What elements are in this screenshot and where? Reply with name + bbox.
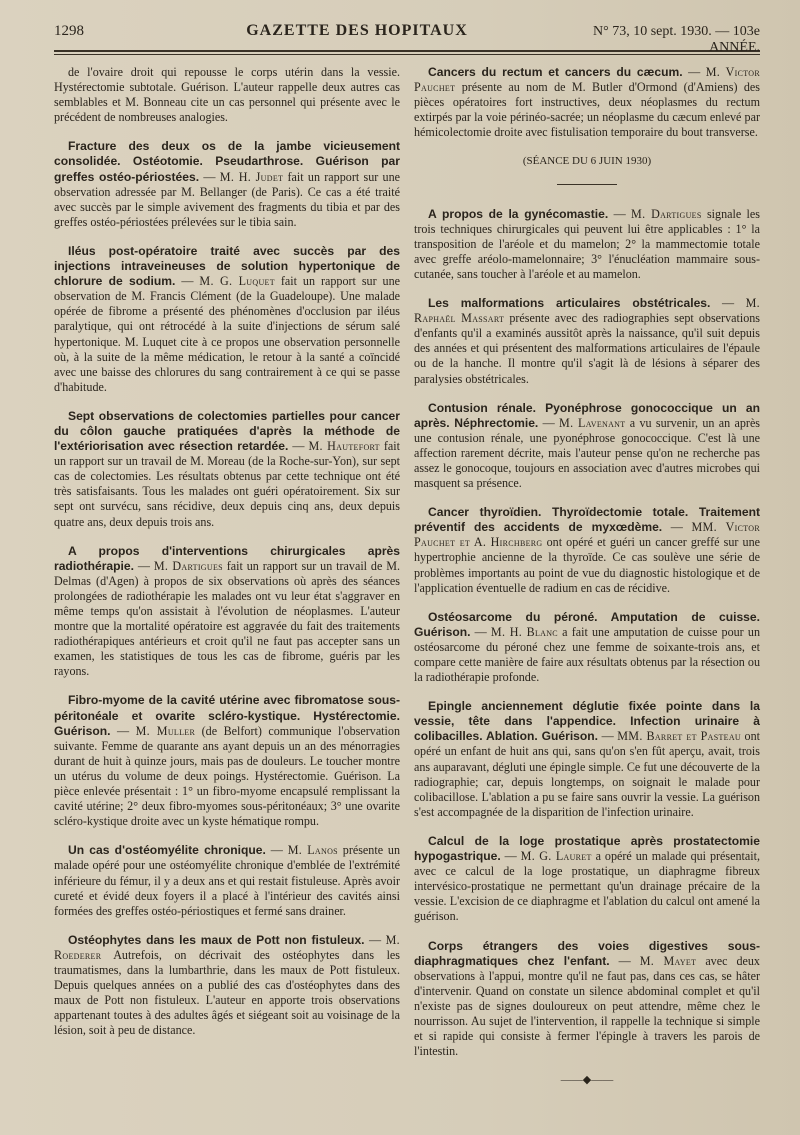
article-paragraph: Corps étrangers des voies digestives sous-diaphragmatiques chez l'enfant. — M. Mayet avec deux observations à l'appui, montre qu'il ne faut pas, dans ces cas, se hâter d'intervenir. Quand on constate un silence abdominal complet et qu'il n'existe pas de signes douloureux on peut attendre, même chez le nourrisson. Au sujet de l'intervention, il rappelle la technique si simple et si rapide qui consiste à fermer l'épingle à travers les parois de l'intestin. xyxy=(414,938,760,1059)
article-text: de l'ovaire droit qui repousse le corps utérin dans la vessie. Hystérectomie subtotale. Guérison. L'auteur rappelle deux autres cas semblables et M. Bonneau cite un cas personnel qui présente avec le précédent de nombreuses analogies. xyxy=(54,65,400,125)
session-label: (SÉANCE DU 6 JUIN 1930) xyxy=(522,155,652,168)
article-paragraph: A propos de la gynécomastie. — M. Dartigues signale les trois techniques chirurgicales qui peuvent lui être applicables : 1° la transposition de l'aréole et du mamelon; 2° la mammectomie totale avec greffe aréolo-mamelonnaire; 3° l'énucléation mammaire sous-cutanée, sans toucher à l'aréole et au mamelon. xyxy=(414,206,760,281)
article-text: a vu survenir, un an après une contusion rénale, une pyonéphrose gonococcique. C'est là une affection rarement décrite, mais l'auteur pense qu'on ne recherche pas assez le gonocoque, toujours en association avec d'autres microbes qui masquent sa présence. xyxy=(414,415,761,491)
article-heading: Fibro-myome de la cavité utérine avec fibromatose sous-péritonéale et ovarite scléro-kystique. Hystérectomie. Guérison. xyxy=(54,693,400,738)
article-heading: Contusion rénale. Pyonéphrose gonococcique un an après. Néphrectomie. xyxy=(414,400,760,430)
session-rule xyxy=(557,184,617,185)
article-author: M. Hautefort xyxy=(308,439,380,454)
article-text: signale les trois techniques chirurgicales qui peuvent lui être applicables : 1° la transposition de l'aréole et du mamelon; 2° la mammectomie totale avec greffe aréolo-mamelonnaire; 3° l'énucléation mammaire sous-cutanée, sans toucher à l'aréole et au mamelon. xyxy=(414,206,760,281)
article-paragraph: Les malformations articulaires obstétricales. — M. Raphaël Massart présente avec des radiographies sept observations d'enfants qu'il a examinés aussitôt après la naissance, qu'il suit depuis des années et qui présentent des malformations articulaires de l'épaule ou de la hanche. Il montre qu'il s'agit là de lésions à séparer des paralysies obstétricales. xyxy=(414,296,761,386)
article-heading: Iléus post-opératoire traité avec succès par des injections intraveineuses de solution hypertonique de chlorure de sodium. xyxy=(54,243,400,289)
article-heading: A propos d'interventions chirurgicales après radiothérapie. xyxy=(54,543,400,573)
article-author: M. Lanos xyxy=(287,843,338,858)
article-heading: Ostéophytes dans les maux de Pott non fistuleux. xyxy=(68,932,365,947)
article-author: MM. Victor Pauchet et A. Hirchberg xyxy=(414,520,760,550)
article-heading: Ostéosarcome du péroné. Amputation de cuisse. Guérison. xyxy=(414,609,760,639)
article-text: avec deux observations à l'appui, montre qu'il ne faut pas, dans ces cas, se hâter d'intervenir. Quand on constate un silence abdominal complet et qu'il n'existe pas de signes douloureux on peut attendre, même chez le nourrisson. Au sujet de l'intervention, il rappelle la technique si simple et si rapide qui consiste à fermer l'épingle à travers les parois de l'intestin. xyxy=(414,953,760,1059)
right-column-bottom xyxy=(414,207,760,1060)
article-paragraph: Fibro-myome de la cavité utérine avec fibromatose sous-péritonéale et ovarite scléro-kystique. Hystérectomie. Guérison. — M. Muller (de Belfort) communique l'observation suivante. Femme de quarante ans ayant depuis un an des ménorragies durant de huit à quinze jours, mais pas de douleurs. Le toucher montre un utérus du volume de deux poings. Hystérectomie. Guérison. La pièce enlevée présentait : 1° un fibro-myome encapsulé remplissant la cavité utérine; 2° deux fibro-myomes sous-péritonéaux; 3° une ovarite scléro-kystique droite avec un kyste hématique rompu. xyxy=(54,693,401,829)
article-paragraph: Sept observations de colectomies partielles pour cancer du côlon gauche pratiquées d'après la méthode de l'extériorisation avec résection retardée. — M. Hautefort fait un rapport sur un travail de M. Moreau (de la Roche-sur-Yon), sur sept cas de colectomies. Les résultats obtenus par cette technique ont été très satisfaisants. Tous les malades ont guéri opératoirement. Six sur sept ont survécu, sans récidive, deux depuis cinq ans, deux depuis quatre ans, deux depuis trois ans. xyxy=(54,408,400,529)
article-author: M. Muller xyxy=(135,723,196,738)
article-paragraph: Cancer thyroïdien. Thyroïdectomie totale. Traitement préventif des accidents de myxœdème. — MM. Victor Pauchet et A. Hirchberg ont opéré et guéri un cancer greffé sur une hypertrophie ancienne de la thyroïde. Ce cas soulève une série de problèmes importants au point de vue du diagnostic histologique et de l'application éventuelle de radium en cas de récidive. xyxy=(414,505,760,595)
article-paragraph: Ostéosarcome du péroné. Amputation de cuisse. Guérison. — M. H. Blanc a fait une amputation de cuisse pour un ostéosarcome du péroné chez une femme de soixante-trois ans, et compare cette manière de faire aux résultats obtenus par la résection ou la radiothérapie profonde. xyxy=(414,609,760,685)
article-author: M. Victor Pauchet xyxy=(414,65,761,95)
article-author: M. Roederer xyxy=(54,932,401,962)
page-header xyxy=(54,22,760,55)
article-paragraph: Iléus post-opératoire traité avec succès par des injections intraveineuses de solution hypertonique de chlorure de sodium. — M. G. Luquet fait un rapport sur une observation de M. Francis Clément (de la Guadeloupe). Une malade opérée de fibrome a présenté des phénomènes d'occlusion par iléus paralytique, qui ont rétrocédé à la suite d'injections de sérum salé hypertonique. M. Luquet cite à ce propos une observation personnelle où, à la suite de la même médication, le retour à la santé a coïncidé avec une baisse des chlorures du sang contrairement à ce qui se passe d'habitude. xyxy=(54,243,401,394)
article-text: présente un malade opéré pour une ostéomyélite chronique d'emblée de l'extrémité inférieure du fémur, il y a deux ans et qui restait fistuleuse. Après avoir cureté et évidé deux foyers il a placé à l'intérieur des cavités ainsi formées des greffes ostéo-périostiques et fermé sans drainer. xyxy=(54,843,401,918)
article-author: M. Mayet xyxy=(639,953,697,968)
article-heading: Un cas d'ostéomyélite chronique. xyxy=(68,843,266,858)
article-heading: Calcul de la loge prostatique après prostatectomie hypogastrique. xyxy=(414,833,760,864)
article-heading: Les malformations articulaires obstétricales. xyxy=(428,296,711,311)
issue-info: N° 73, 10 sept. 1930. — 103e ANNÉE. xyxy=(593,24,760,55)
article-text: a fait une amputation de cuisse pour un ostéosarcome du péroné chez une femme de soixante-trois ans, et compare cette manière de faire aux résultats obtenus par la résection ou la radiothérapie profonde. xyxy=(414,624,760,685)
article-author: M. Dartigues xyxy=(631,206,702,221)
article-text: présente au nom de M. Butler d'Ormond (d'Amiens) des pièces opératoires fort instructives, deux néoplasmes du rectum extirpés par la voie périnéo-sacrée; un néoplasme du cæcum enlevé par hémicolectomie droite avec fistulisation temporaire du bout transverse. xyxy=(414,80,761,140)
article-paragraph: Contusion rénale. Pyonéphrose gonococcique un an après. Néphrectomie. — M. Lavenant a vu survenir, un an après une contusion rénale, une pyonéphrose gonococcique. C'est là une affection rarement décrite, mais l'auteur pense qu'on ne recherche pas assez le gonocoque, toujours en association avec d'autres microbes qui masquent sa présence. xyxy=(414,400,761,491)
article-text: fait un rapport sur une observation de M. Francis Clément (de la Guadeloupe). Une malade opérée de fibrome a présenté des phénomènes d'occlusion par iléus paralytique, qui ont rétrocédé à la suite d'injections de sérum salé hypertonique. M. Luquet cite à ce propos une observation personnelle où, à la suite de la même médication, le retour à la santé a coïncidé avec une baisse des chlorures du sang contrairement à ce qui se passe d'habitude. xyxy=(54,274,401,394)
page-number: 1298 xyxy=(54,23,84,39)
article-heading: Fracture des deux os de la jambe vicieusement consolidée. Ostéotomie. Pseudarthrose. Guérison par greffes ostéo-périostées. xyxy=(54,139,400,184)
text-columns xyxy=(54,65,760,1088)
article-paragraph: Cancers du rectum et cancers du cæcum. — M. Victor Pauchet présente au nom de M. Butler d'Ormond (d'Amiens) des pièces opératoires fort instructives, deux néoplasmes du rectum extirpés par la voie périnéo-sacrée; un néoplasme du cæcum enlevé par hémicolectomie droite avec fistulisation temporaire du bout transverse. xyxy=(414,65,761,140)
article-text: a opéré un malade qui présentait, avec ce calcul de la loge prostatique, un diaphragme fibreux intervésico-prostatique ne permettant qu'un drainage précaire de la vessie. L'excision de ce diaphragme et l'ablation du calcul ont amené la guérison. xyxy=(414,849,760,924)
article-author: M. Dartigues xyxy=(153,558,223,573)
article-paragraph: A propos d'interventions chirurgicales après radiothérapie. — M. Dartigues fait un rapport sur un travail de M. Delmas (d'Agen) à propos de six observations où après des séances prolongées de radiothérapie les malades ont vu leur état s'aggraver en même temps qu'on assistait à l'évolution de néoplasmes. L'auteur montre que la mortalité opératoire est aggravée du fait des traitements radiothérapiques antérieurs et croit qu'il ne faut pas accepter sans un examen, les statistiques de tous les cas de fibrome, guéris par les rayons. xyxy=(54,543,400,679)
article-text: fait un rapport sur un travail de M. Moreau (de la Roche-sur-Yon), sur sept cas de colectomies. Les résultats obtenus par cette technique ont été très satisfaisants. Tous les malades ont guéri opératoirement. Six sur sept ont survécu, sans récidive, deux depuis cinq ans, deux depuis quatre ans, deux depuis trois ans. xyxy=(54,439,400,529)
journal-title: GAZETTE DES HOPITAUX xyxy=(246,22,468,39)
right-column-top xyxy=(414,65,760,140)
article-text: ont opéré et guéri un cancer greffé sur une hypertrophie ancienne de la thyroïde. Ce cas soulève une série de problèmes importants au point de vue du diagnostic histologique et de l'application éventuelle de radium en cas de récidive. xyxy=(414,535,760,595)
article-author: M. Raphaël Massart xyxy=(414,296,761,326)
article-text: fait un rapport sur une observation adressée par M. Bellanger (de Paris). Ce cas a été traité avec succès par le simple avivement des fragments du tibia et par des greffes ostéo-périostées prélevées sur le tibia sain. xyxy=(54,169,401,229)
article-heading: A propos de la gynécomastie. xyxy=(428,206,609,221)
article-heading: Corps étrangers des voies digestives sous-diaphragmatiques chez l'enfant. xyxy=(414,938,760,968)
article-text: Autrefois, on décrivait des ostéophytes dans les traumatismes, dans la lumbarthrie, dans les maux de Pott fistuleux. Depuis quelques années on a publié des cas d'ostéophytes dans des maux de Pott non fistuleux. L'auteur en apporte trois observations appartenant toutes à des adultes âgés et siégeant soit au voisinage de la lésion, soit à peu de distance. xyxy=(54,947,400,1038)
article-author: M. G. Luquet xyxy=(199,274,275,289)
article-paragraph: Un cas d'ostéomyélite chronique. — M. Lanos présente un malade opéré pour une ostéomyélite chronique d'emblée de l'extrémité inférieure du fémur, il y a deux ans et qui restait fistuleuse. Après avoir cureté et évidé deux foyers il a placé à l'intérieur des cavités ainsi formées des greffes ostéo-périostiques et fermé sans drainer. xyxy=(54,843,401,918)
article-paragraph: Ostéophytes dans les maux de Pott non fistuleux. — M. Roederer Autrefois, on décrivait des ostéophytes dans les traumatismes, dans la lumbarthrie, dans les maux de Pott fistuleux. Depuis quelques années on a publié des cas d'ostéophytes dans des maux de Pott non fistuleux. L'auteur en apporte trois observations appartenant toutes à des adultes âgés et siégeant soit au voisinage de la lésion, soit à peu de distance. xyxy=(54,932,401,1038)
article-author: M. H. Blanc xyxy=(490,624,558,639)
article-paragraph: Epingle anciennement déglutie fixée pointe dans la vessie, tête dans l'appendice. Infection urinaire à colibacilles. Ablation. Guérison. — MM. Barret et Pasteau ont opéré un enfant de huit ans qui, sans qu'on s'en fût aperçu, avait, trois ans auparavant, dégluti une épingle simple. Ce fut une découverte de la radiographie; car, depuis longtemps, on soignait le malade pour colibacillose. L'ablation a pu se faire sans ouvrir la vessie. La guérison s'est accompagnée de la disparition de l'infection urinaire. xyxy=(414,699,761,819)
article-paragraph: Fracture des deux os de la jambe vicieusement consolidée. Ostéotomie. Pseudarthrose. Guérison par greffes ostéo-périostées. — M. H. Judet fait un rapport sur une observation adressée par M. Bellanger (de Paris). Ce cas a été traité avec succès par le simple avivement des fragments du tibia et par des greffes ostéo-périostées prélevées sur le tibia sain. xyxy=(54,139,401,229)
article-paragraph xyxy=(54,65,400,125)
article-paragraph: Calcul de la loge prostatique après prostatectomie hypogastrique. — M. G. Lauret a opéré un malade qui présentait, avec ce calcul de la loge prostatique, un diaphragme fibreux intervésico-prostatique ne permettant qu'un drainage précaire de la vessie. L'excision de ce diaphragme et l'ablation du calcul ont amené la guérison. xyxy=(414,833,760,924)
article-author: MM. Barret et Pasteau xyxy=(617,729,741,744)
article-text: fait un rapport sur un travail de M. Delmas (d'Agen) à propos de six observations où après des séances prolongées de radiothérapie les malades ont vu leur état s'aggraver en même temps qu'on assistait à l'évolution de néoplasmes. L'auteur montre que la mortalité opératoire est aggravée du fait des traitements radiothérapiques antérieurs et croit qu'il ne faut pas accepter sans un examen, les statistiques de tous les cas de fibrome, guéris par les rayons. xyxy=(54,558,400,679)
article-text: ont opéré un enfant de huit ans qui, sans qu'on s'en fût aperçu, avait, trois ans auparavant, dégluti une épingle simple. Ce fut une découverte de la radiographie; car, depuis longtemps, on soignait le malade pour colibacillose. L'ablation a pu se faire sans ouvrir la vessie. La guérison s'est accompagnée de la disparition de l'infection urinaire. xyxy=(414,729,761,819)
article-text: (de Belfort) communique l'observation suivante. Femme de quarante ans ayant depuis un an des ménorragies durant de huit à quinze jours, mais pas de douleurs. Le toucher montre un utérus du volume de deux poings. Hystérectomie. Guérison. La pièce enlevée présentait : 1° un fibro-myome encapsulé remplissant la cavité utérine; 2° deux fibro-myomes sous-péritonéaux; 3° une ovarite scléro-kystique droite avec un kyste hématique rompu. xyxy=(54,723,401,829)
article-author: M. H. Judet xyxy=(219,169,284,184)
article-text: présente avec des radiographies sept observations d'enfants qu'il a examinés aussitôt après la naissance, qu'il suit depuis des années et qui présentent des malformations articulaires de l'épaule ou de la hanche. Il montre qu'il s'agit là de lésions à séparer des paralysies obstétricales. xyxy=(414,311,760,386)
article-heading: Sept observations de colectomies partielles pour cancer du côlon gauche pratiquées d'après la méthode de l'extériorisation avec résection retardée. xyxy=(54,408,400,454)
end-ornament: ——◆—— xyxy=(560,1074,614,1087)
article-author: M. Lavenant xyxy=(559,415,626,430)
left-column xyxy=(54,65,400,1088)
right-column xyxy=(414,65,760,1088)
article-heading: Cancer thyroïdien. Thyroïdectomie totale. Traitement préventif des accidents de myxœdème. xyxy=(414,505,760,535)
article-heading: Cancers du rectum et cancers du cæcum. xyxy=(428,65,683,79)
article-heading: Epingle anciennement déglutie fixée pointe dans la vessie, tête dans l'appendice. Infection urinaire à colibacilles. Ablation. Guérison. xyxy=(414,699,760,744)
article-author: M. G. Lauret xyxy=(520,849,592,864)
